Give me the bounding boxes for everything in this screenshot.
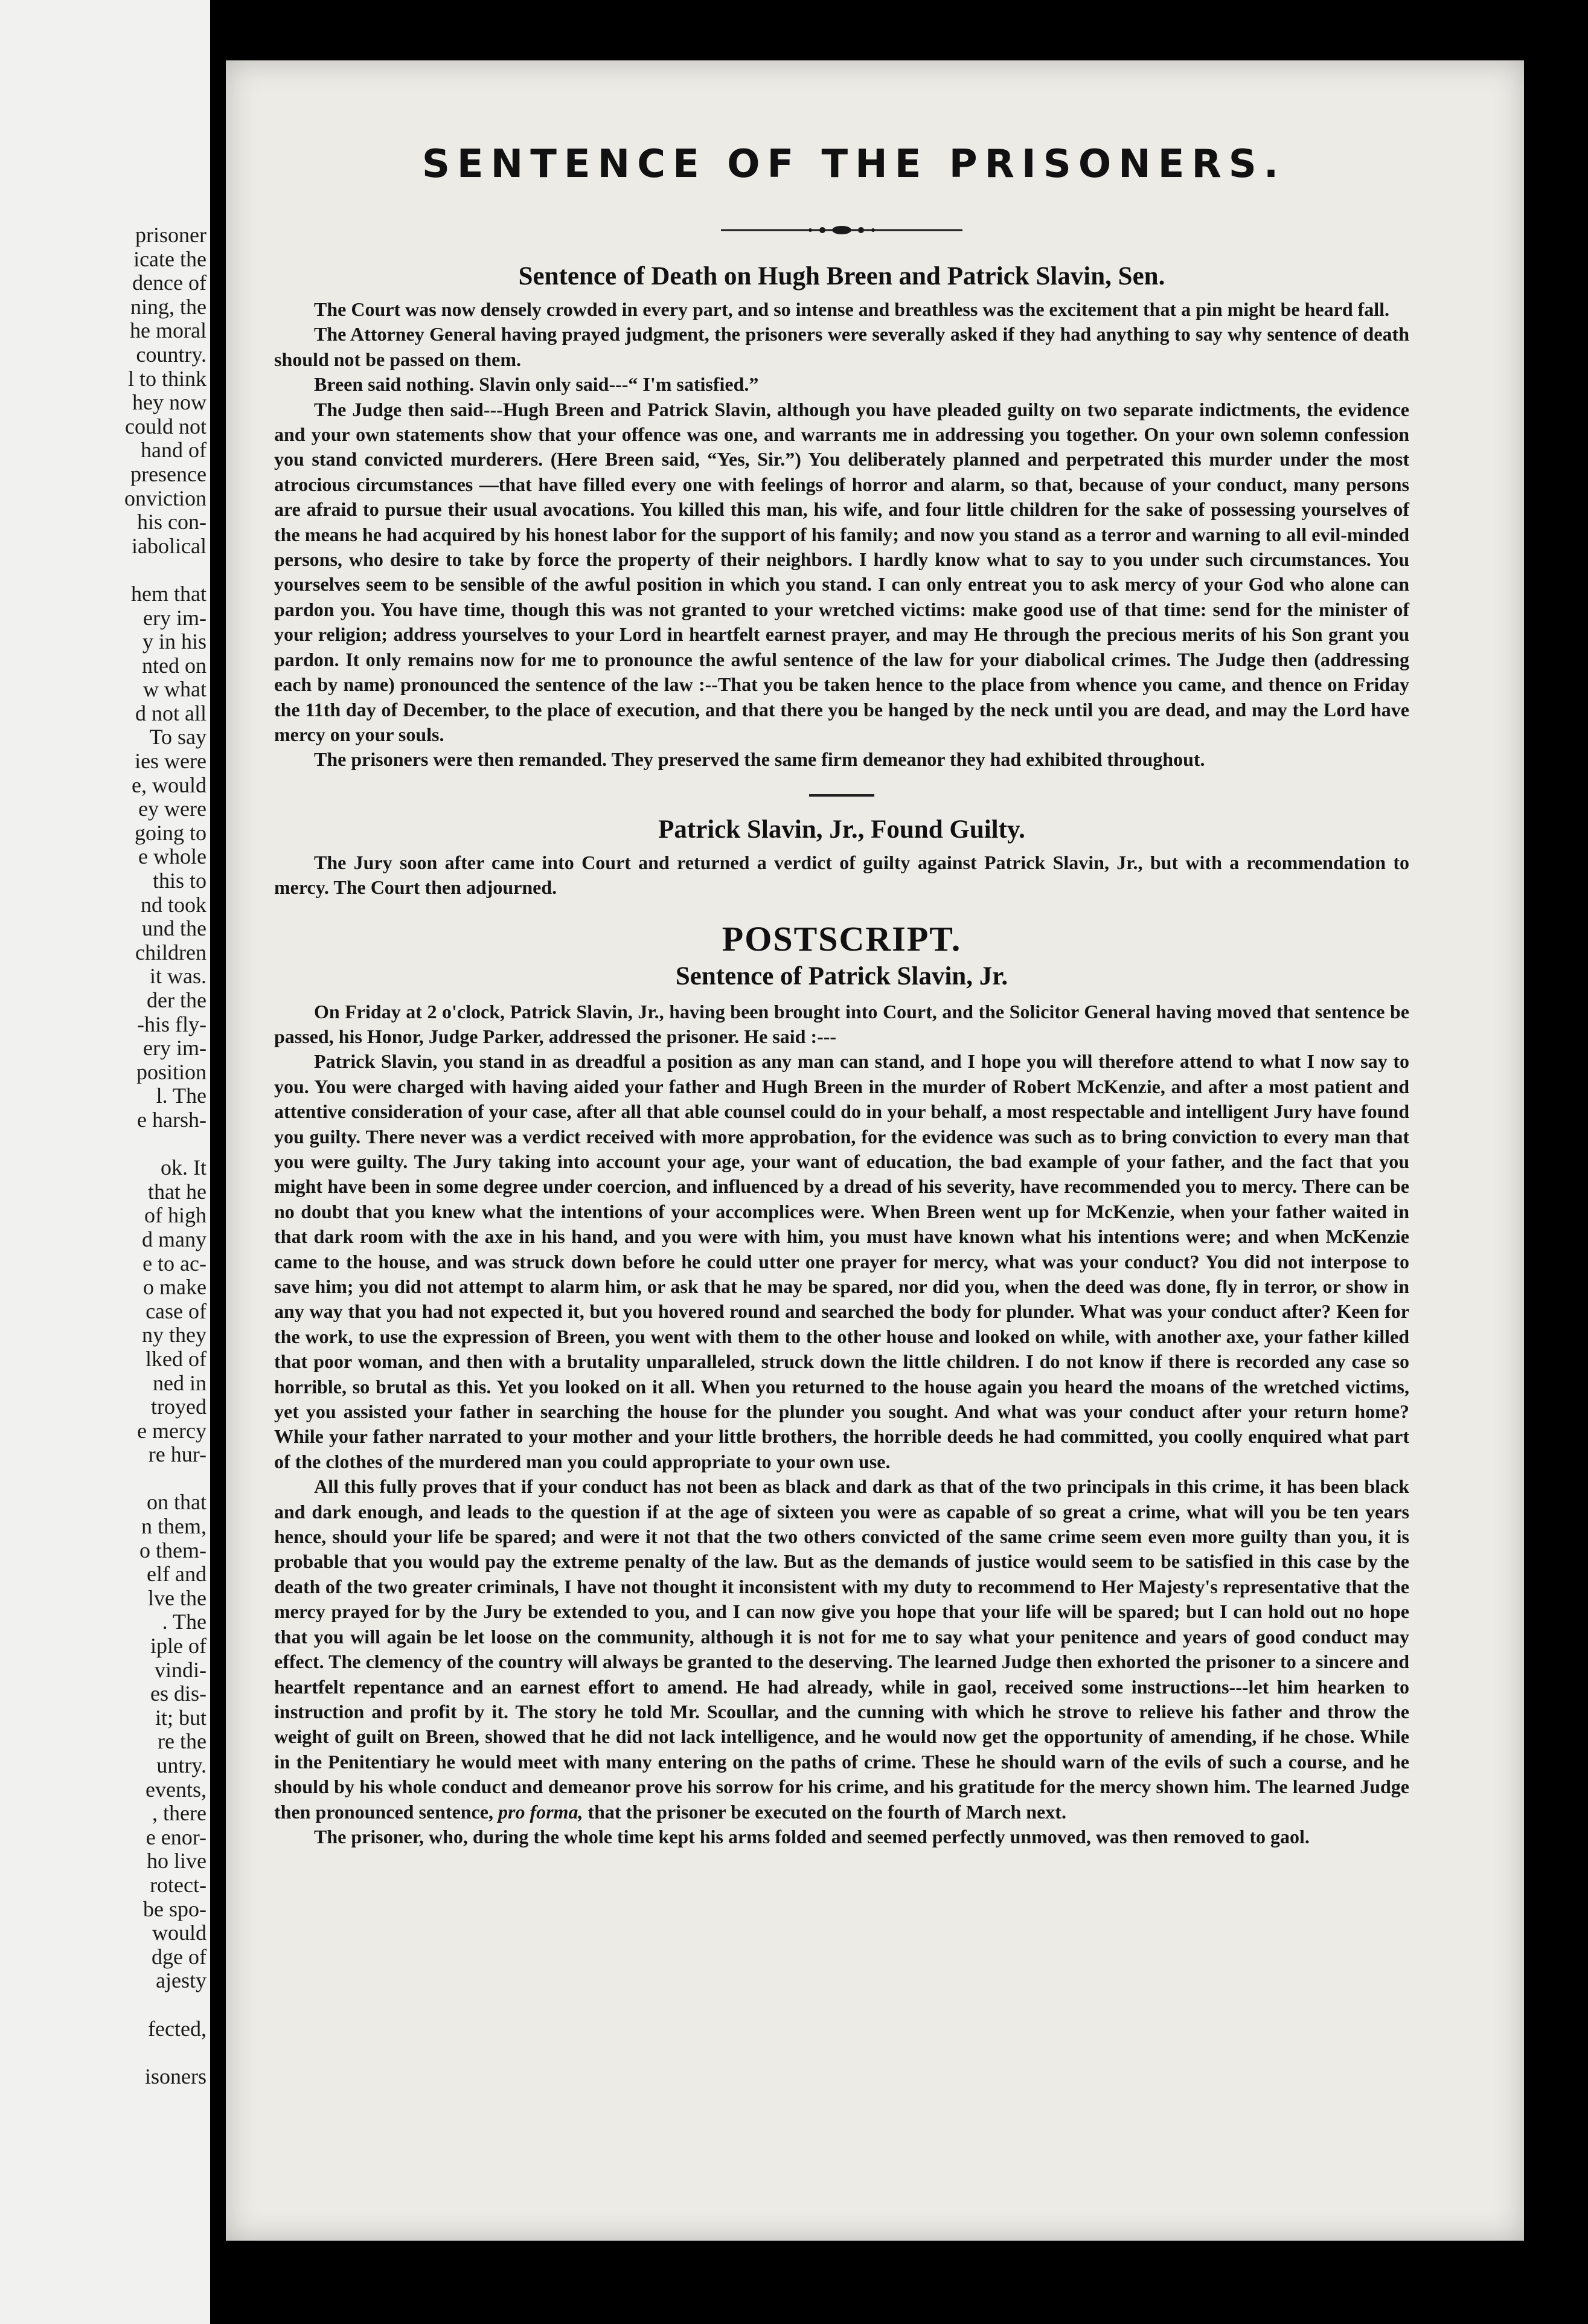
adjacent-page-strip (0, 0, 210, 2324)
adjacent-text-fragment: on that (147, 1490, 207, 1515)
adjacent-text-fragment (4, 558, 207, 582)
adjacent-text-fragment: iabolical (132, 533, 207, 558)
adjacent-text-fragment: dence of (132, 271, 207, 295)
adjacent-text-fragment: re hur- (148, 1442, 207, 1467)
adjacent-text-fragment: und the (142, 916, 207, 941)
adjacent-text-fragment: ey were (138, 797, 207, 821)
adjacent-text-fragment: icate the (133, 246, 207, 271)
adjacent-text-fragment: lve the (148, 1585, 207, 1610)
adjacent-text-fragment: der the (147, 988, 207, 1012)
adjacent-text-fragment: troyed (151, 1395, 207, 1419)
adjacent-text-fragment: iple of (150, 1634, 207, 1658)
pro-forma-italic: pro forma, (498, 1800, 583, 1823)
adjacent-text-fragment: it; but (155, 1705, 207, 1730)
paragraph: The Judge then said---Hugh Breen and Patrick Slavin, although you have pleaded guilty on two separate indictments, the evidence and your own statements show that your offence was one, and warrants me in addressing you together. On your own solemn confession you stand convicted murderers. (Here Breen said, “Yes, Sir.”) You deliberately planned and perpetrated this murder under the most atrocious circumstances —that have filled every one with feelings of horror and alarm, so that, because of your conduct, many persons are afraid to pursue their usual avocations. You killed this man, his wife, and four little children for the sake of possessing yourselves of the means he had acquired by his honest labor for the support of his family; and now you stand as a terror and warning to all evil-minded persons, who desire to take by force the property of their neighbors. I hardly know what to say to you under such circumstances. You yourselves seem to be sensible of the awful position in which you stand. I can only entreat you to ask mercy of your God who alone can pardon you. You have time, though this was not granted to your wretched victims: make good use of that time: send for the minister of your religion; address yourselves to your Lord in heartfelt earnest prayer, and may He through the precious merits of his Son grant you pardon. It only remains now for me to pronounce the awful sentence of the law for your diabolical crimes. The Judge then (addressing each by name) pronounced the sentence of the law :--That you be taken hence to the place from whence you came, and thence on Friday the 11th day of December, to the place of execution, and that there you be hanged by the neck until you are dead, and may the Lord have mercy on your souls. (274, 398, 1409, 745)
adjacent-text-fragment: ies were (135, 749, 207, 774)
adjacent-text-fragment: untry. (156, 1753, 207, 1777)
adjacent-text-fragment: position (136, 1059, 207, 1084)
adjacent-text-fragment (4, 1132, 207, 1157)
adjacent-text-fragment: hem that (131, 581, 207, 606)
death-sentence-title: Sentence of Death on Hugh Breen and Patrick Slavin, Sen. (518, 262, 1165, 290)
adjacent-text-fragment: it was. (150, 964, 207, 989)
adjacent-text-fragment: . The (162, 1610, 207, 1634)
adjacent-text-fragment (4, 1467, 207, 1491)
adjacent-text-fragment: ok. It (161, 1155, 207, 1180)
adjacent-text-fragment: this to (152, 868, 207, 893)
adjacent-text-fragment: could not (125, 414, 207, 438)
adjacent-text-fragment: ned in (153, 1370, 207, 1395)
paragraph-text: All this fully proves that if your conduct has not been as black and dark as that of the two principals in this crime, it has been black and dark enough, and leads to the question if at the age of sixteen you were as capable of so great a crime, what will you be ten years hence, should your life be spared; and were it not that the two others convicted of the same crime seem even more guilty than you, it is probable that you would pay the extreme penalty of the law. But as the demands of justice would seem to be satisfied in this case by the death of the two greater criminals, I have not thought it inconsistent with my duty to recommend to Her Majesty's representative that the mercy prayed for by the Jury be extended to you, and I can now give you hope that your life will be spared; but I can hold out no hope that you will again be let loose on the community, although it is not for me to say what your penitence and years of good conduct may effect. The clemency of the country will always be granted to the deserving. The learned Judge then exhorted the prisoner to a sincere and heartfelt repentance and an earnest effort to amend. He had already, while in gaol, received some instructions---let him hearken to instruction and profit by it. The story he told Mr. Scoullar, and the cunning with which he strove to relieve his father and throw the weight of guilt on Breen, showed that he did not lack intelligence, and he would now get the opportunity of amending, if he chose. While in the Penitentiary he would meet with many entering on the paths of crime. These he should warn of the evils of such a course, and he should by his whole conduct and demeanor prove his sorrow for his crime, and his gratitude for the mercy shown him. The learned Judge then pronounced sentence, (274, 1475, 1409, 1823)
paragraph (274, 1474, 1409, 1825)
adjacent-text-fragment: rotect- (150, 1872, 207, 1897)
adjacent-text-fragment: elf and (147, 1562, 207, 1587)
adjacent-text-fragment: ery im- (143, 605, 207, 630)
paragraph: On Friday at 2 o'clock, Patrick Slavin, Jr., having been brought into Court, and the Solicitor General having moved that sentence be passed, his Honor, Judge Parker, addressed the prisoner. He said :--- (274, 1000, 1409, 1047)
postscript-section (274, 919, 1409, 1850)
adjacent-text-fragment: that he (148, 1179, 207, 1204)
adjacent-text-fragment: e, would (132, 772, 207, 797)
adjacent-text-fragment: hey now (132, 390, 207, 415)
adjacent-text-fragment: case of (146, 1298, 207, 1323)
adjacent-text-fragment: lked of (146, 1346, 207, 1371)
adjacent-text-fragment: dge of (152, 1944, 207, 1969)
adjacent-text-fragment: d not all (135, 701, 207, 725)
adjacent-text-fragment: of high (144, 1203, 207, 1228)
adjacent-text-fragment: ery im- (143, 1036, 207, 1061)
adjacent-text-fragment: nted on (142, 653, 207, 678)
adjacent-text-fragment: -his fly- (137, 1012, 207, 1036)
adjacent-text-fragment: prisoner (135, 223, 207, 247)
adjacent-text-fragment: fected, (148, 2016, 207, 2041)
adjacent-text-fragment: w what (143, 677, 207, 702)
adjacent-text-fragment: ny they (142, 1323, 207, 1347)
paragraph: The Attorney General having prayed judgment, the prisoners were severally asked if they had anything to say why sentence of death should not be passed on them. (274, 323, 1409, 370)
adjacent-text-fragment: y in his (142, 629, 207, 654)
adjacent-text-fragment: ho live (147, 1849, 207, 1873)
adjacent-text-fragment: children (135, 940, 207, 965)
page-headline: SENTENCE OF THE PRISONERS. (421, 142, 1286, 187)
death-sentence-section (274, 262, 1409, 772)
ornament-rule-icon (715, 223, 968, 237)
adjacent-text-fragment: his con- (137, 510, 207, 534)
adjacent-text-fragment: events, (146, 1777, 207, 1802)
paragraph: The Court was now densely crowded in every part, and so intense and breathless was the excitement that a pin might be heard fall. (314, 298, 1390, 320)
adjacent-text-fragment: he moral (130, 318, 207, 343)
section-divider (809, 794, 874, 797)
adjacent-text-fragment: e enor- (146, 1825, 207, 1849)
adjacent-text-fragment: To say (149, 725, 207, 750)
adjacent-text-fragment: be spo- (143, 1896, 207, 1921)
adjacent-text-fragment: going to (134, 820, 207, 845)
adjacent-text-fragment: l to think (127, 366, 207, 391)
adjacent-text-fragment: o make (143, 1275, 207, 1300)
adjacent-text-fragment: presence (130, 461, 207, 486)
adjacent-text-fragment (4, 2041, 207, 2065)
adjacent-text-fragment: isoners (145, 2064, 207, 2088)
paragraph: The Jury soon after came into Court and returned a verdict of guilty against Patrick Slavin, Jr., but with a recommendation to mercy. The Court then adjourned. (274, 851, 1409, 899)
adjacent-text-fragment: ning, the (130, 294, 207, 319)
adjacent-text-fragment: hand of (141, 438, 207, 463)
adjacent-text-fragment: , there (152, 1801, 207, 1826)
guilty-verdict-section (274, 815, 1409, 900)
guilty-verdict-title: Patrick Slavin, Jr., Found Guilty. (658, 815, 1025, 844)
adjacent-text-fragment: ajesty (156, 1968, 207, 1993)
paragraph: The prisoner, who, during the whole time kept his arms folded and seemed perfectly unmoved, was then removed to gaol. (314, 1825, 1310, 1847)
adjacent-text-fragment: would (152, 1921, 207, 1945)
adjacent-text-fragment: e harsh- (137, 1107, 207, 1132)
adjacent-text-fragment: o them- (139, 1538, 207, 1562)
adjacent-text-fragment: l. The (156, 1083, 207, 1108)
adjacent-text-fragment (4, 1993, 207, 2017)
adjacent-text-fragment: e mercy (137, 1418, 207, 1443)
adjacent-text-fragment: re the (158, 1729, 207, 1754)
postscript-title: POSTSCRIPT. (722, 919, 962, 958)
postscript-subtitle: Sentence of Patrick Slavin, Jr. (675, 961, 1008, 990)
adjacent-text-fragment: e whole (138, 844, 207, 869)
adjacent-text-fragment: onviction (124, 486, 207, 510)
adjacent-text-fragment: country. (136, 342, 207, 367)
adjacent-text-fragment: nd took (140, 892, 207, 917)
ornament-divider (274, 223, 1409, 237)
paragraph-tail: that the prisoner be executed on the fourth of March next. (587, 1800, 1066, 1823)
adjacent-text-fragment: d many (142, 1227, 207, 1251)
page-content (274, 142, 1409, 1849)
paragraph: Breen said nothing. Slavin only said---“ I'm satisfied.” (314, 373, 759, 396)
paragraph: Patrick Slavin, you stand in as dreadful a position as any man can stand, and I hope you will therefore attend to what I now say to you. You were charged with having aided your father and Hugh Breen in the murder of Robert McKenzie, and after a most patient and attentive consideration of your case, after all that able counsel could do in your behalf, a most respectable and intelligent Jury have found you guilty. There never was a verdict received with more approbation, for the evidence was such as to bring conviction to every man that you were guilty. The Jury taking into account your age, your want of education, the bad example of your father, and the fact that you might have been in some degree under coercion, and influenced by a dread of his severity, have recommended you to mercy. There can be no doubt that you knew what the intentions of your accomplices were. When Breen went up for McKenzie, when your father waited in that dark room with the axe in his hand, and you were with him, you must have known what his intentions were; and when McKenzie came to the house, and was struck down before he could utter one prayer for mercy, what was your conduct? You did not interpose to save him; you did not attempt to alarm him, or ask that he may be spared, nor did you, when the deed was done, fly in terror, or show in any way that you had not expected it, but you hovered round and searched the body for plunder. What was your conduct after? Keen for the work, to use the expression of Breen, you went with them to the other house and looked on while, with another axe, your father killed that poor woman, and then with a brutality unparalleled, struck down the little children. I do not know if there is recorded any case so horrible, so brutal as this. Yet you looked on it all. When you returned to the house again you heard the moans of the wretched victims, yet you assisted your father in searching the house for the plunder you sought. And what was your conduct after your return home? While your father narrated to your mother and your little brothers, the horrible deeds he had committed, you coolly enquired what part of the clothes of the murdered man you could appropriate to your own use. (274, 1050, 1409, 1472)
adjacent-page-text (4, 223, 207, 2088)
adjacent-text-fragment: vindi- (155, 1657, 207, 1682)
adjacent-text-fragment: e to ac- (142, 1251, 207, 1276)
document-page (226, 60, 1524, 2241)
paragraph: The prisoners were then remanded. They preserved the same firm demeanor they had exhibited throughout. (314, 748, 1205, 771)
adjacent-text-fragment: es dis- (150, 1681, 207, 1706)
adjacent-text-fragment: n them, (141, 1514, 207, 1539)
